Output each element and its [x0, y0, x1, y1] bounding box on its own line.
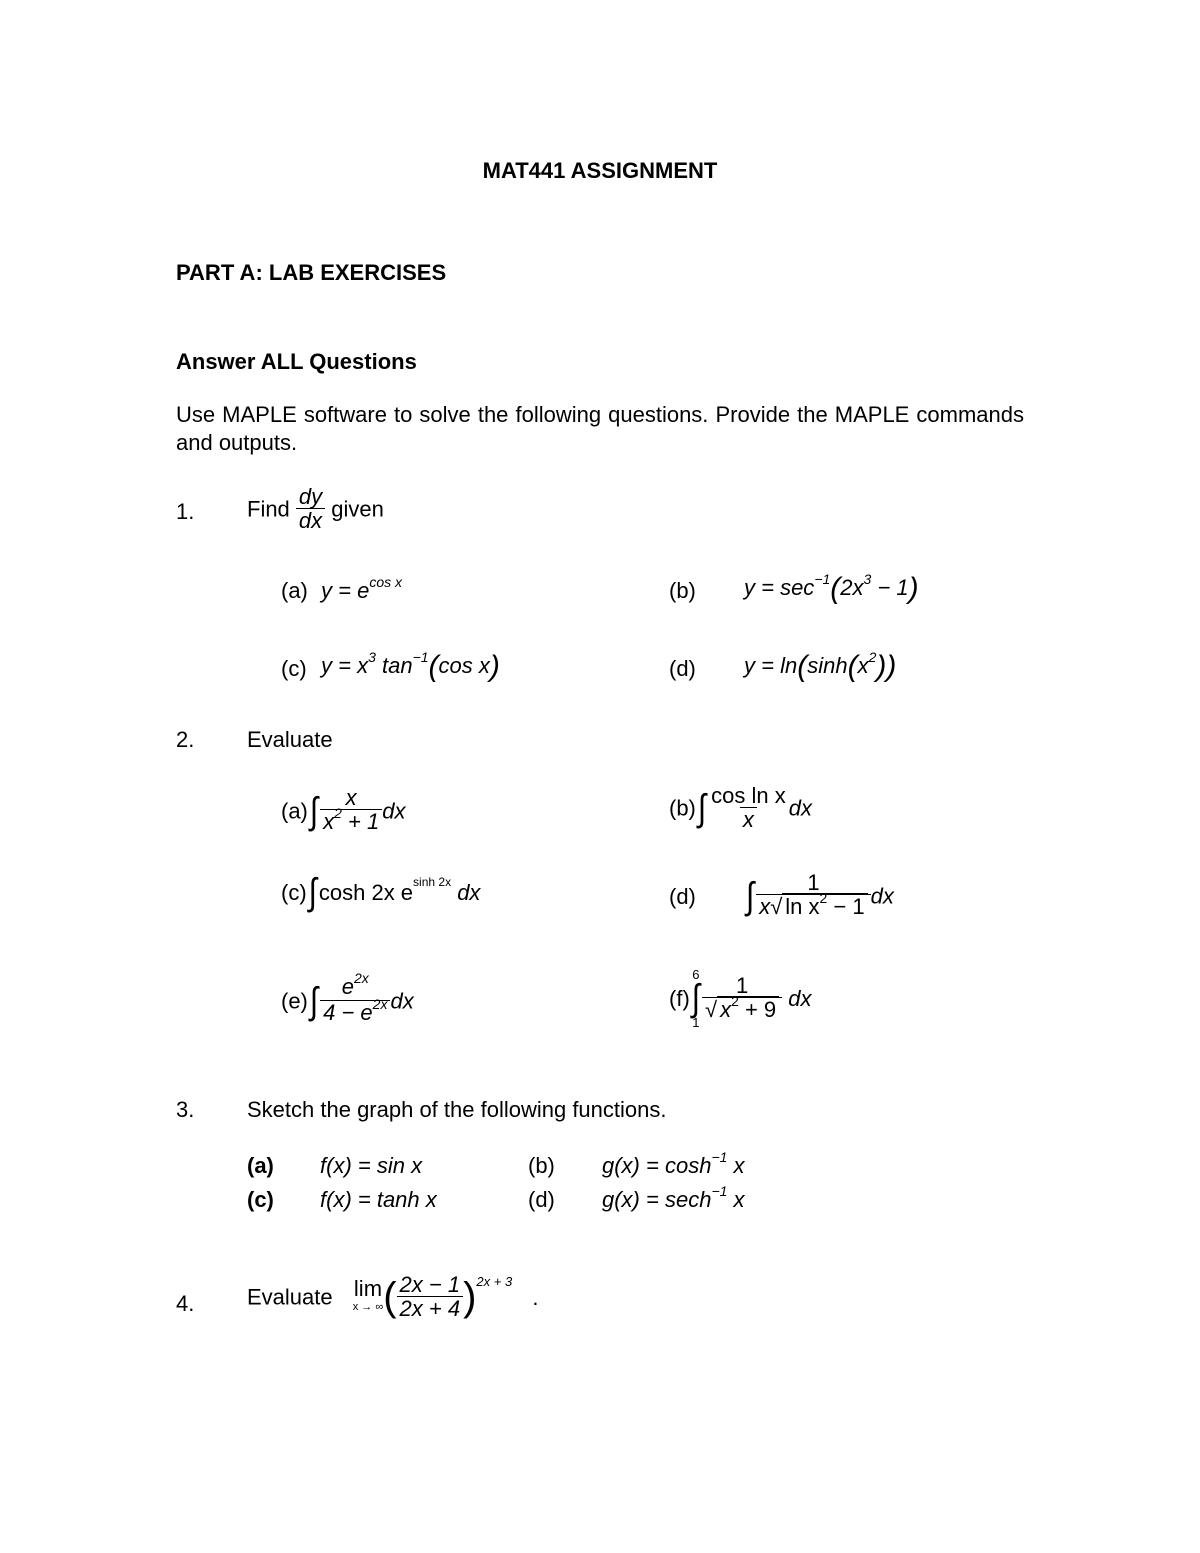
q3b-label: (b) — [528, 1153, 555, 1178]
q1a-label: (a) — [281, 578, 308, 603]
q4-limit — [352, 1275, 384, 1316]
q3b-expr — [602, 1149, 745, 1179]
q2c-exp: sinh 2x — [413, 875, 452, 889]
q1a-expr — [321, 574, 402, 604]
q3a-label: (a) — [247, 1153, 274, 1178]
q2d — [744, 872, 894, 921]
q2e-dx: dx — [390, 988, 414, 1014]
q1-dx: dx — [296, 508, 325, 533]
q2d-den-rad: ln x — [785, 894, 820, 919]
q2b-fraction — [708, 785, 789, 832]
q2e-den: 4 − e — [323, 1000, 373, 1025]
integral-sign: ∫ — [691, 977, 700, 1019]
q1b-label: (b) — [669, 578, 696, 603]
q1d-arg-exp: 2 — [868, 648, 877, 665]
integral-sign: ∫ — [746, 875, 755, 917]
q1b-expr: $y = \sec^{-1}(2x^3 - 1)$ — [744, 570, 919, 605]
integral-sign: ∫ — [308, 871, 317, 913]
page-title: MAT441 ASSIGNMENT — [482, 158, 718, 183]
q2c — [281, 871, 481, 913]
q2-heading: Evaluate — [247, 727, 333, 752]
q2a — [281, 787, 405, 836]
q4-num: 2x − 1 — [399, 1272, 461, 1297]
q4-expr: Evaluate lim x → ∞ ( $\frac{2x - 1}{2x + 4}$ )$^{2x + 3}$ . — [247, 1272, 539, 1321]
q3d-label: (d) — [528, 1187, 555, 1212]
q2e-label: (e) — [281, 988, 308, 1014]
q3b-tail: x — [727, 1153, 745, 1178]
q1d-fn: sinh — [807, 652, 848, 678]
q2d-den-tail: − 1 — [827, 894, 865, 919]
q1c-arg: cos x — [438, 652, 490, 678]
q2f-num: 1 — [735, 972, 749, 998]
q2d-label: (d) — [669, 884, 696, 909]
q2-number: 2. — [176, 727, 195, 752]
q4-number: 4. — [176, 1291, 195, 1316]
q1-heading — [247, 486, 384, 533]
q3a-expr: f(x) = sin x — [320, 1153, 423, 1178]
q2a-den-exp: 2 — [334, 805, 342, 821]
q2f — [669, 968, 812, 1030]
q2e-den-exp: 2x — [372, 996, 388, 1012]
q1b-tail: − 1 — [871, 574, 909, 600]
q2d-fraction: $\frac{1}{x√ \ln x^2 - 1}$ — [756, 872, 870, 921]
answer-heading: Answer ALL Questions — [176, 349, 417, 374]
q1b-exp: −1 — [814, 570, 831, 587]
instructions: Use MAPLE software to solve the following questions. Provide the MAPLE commands and outputs. — [176, 402, 1024, 455]
q2b-dx: dx — [788, 795, 812, 821]
q1-given: given — [331, 496, 384, 522]
q2a-den: x — [323, 809, 335, 834]
q2e-num-exp: 2x — [354, 970, 369, 986]
q2f-fraction: $\frac{1}{√ x^2 + 9}$ — [702, 975, 782, 1024]
q3d-expr — [602, 1183, 745, 1213]
q1b-arg: 2x — [840, 574, 864, 600]
q1c-expr: $y = x^3$ $\tan^{-1}(\cos$ x) — [321, 648, 500, 683]
q3c-label: (c) — [247, 1187, 274, 1212]
q1b-arg-exp: 3 — [863, 570, 872, 587]
q4-under: x → ∞ — [352, 1300, 384, 1313]
q1c-fn: tan — [375, 652, 413, 678]
q1-number: 1. — [176, 499, 195, 524]
integral-sign: ∫ — [697, 787, 707, 829]
q2f-den-rad-exp: 2 — [731, 992, 739, 1009]
q3d-fn: g(x) = sech — [602, 1187, 712, 1212]
q4-den: 2x + 4 — [397, 1296, 464, 1321]
q1d-expr: $y = \ln(\sinh(x^2))$ — [744, 648, 897, 683]
q4-heading: Evaluate — [247, 1284, 333, 1310]
q3b-fn: g(x) = cosh — [602, 1153, 712, 1178]
q2d-num: 1 — [807, 870, 820, 895]
q2c-body: cosh 2x e — [318, 880, 414, 905]
q1c-label: (c) — [281, 656, 307, 681]
q2a-label: (a) — [281, 798, 308, 824]
integral-sign: ∫ — [309, 790, 319, 832]
q4-exp: 2x + 3 — [476, 1274, 513, 1289]
q2e-num: e — [341, 974, 354, 999]
q2a-dx: dx — [382, 798, 406, 824]
q2c-dx: dx — [451, 880, 481, 905]
q2e — [281, 970, 414, 1027]
q1-derivative — [296, 486, 325, 533]
q2b — [669, 785, 812, 832]
q1d-label: (d) — [669, 656, 696, 681]
q2f-den-tail: + 9 — [738, 996, 777, 1022]
q1c-exp1: 3 — [368, 648, 376, 665]
q3b-exp: −1 — [711, 1149, 728, 1165]
q1c-exp2: −1 — [412, 648, 429, 665]
q2f-lower: 1 — [692, 1015, 700, 1030]
q4-lim: lim — [353, 1275, 383, 1301]
q1d-arg: x — [857, 652, 869, 678]
q1-find: Find — [247, 496, 290, 522]
q2d-dx: dx — [870, 883, 894, 909]
q2a-fraction — [320, 787, 382, 836]
q2b-num: cos ln x — [711, 783, 786, 808]
q4-fraction — [397, 1274, 464, 1321]
q1d-lhs: y = ln — [744, 652, 798, 678]
q2f-dx: dx — [782, 986, 812, 1011]
q3-heading: Sketch the graph of the following functions. — [247, 1097, 667, 1122]
q2b-label: (b) — [669, 795, 696, 821]
q1a-lhs: y = e — [321, 578, 370, 603]
integral-sign: ∫ — [309, 980, 319, 1022]
q2a-num: x — [345, 785, 357, 810]
q2d-den-rad-exp: 2 — [819, 890, 828, 906]
q4-tail: . — [532, 1284, 539, 1310]
q3d-tail: x — [727, 1187, 745, 1212]
q2e-fraction — [320, 970, 390, 1027]
q2f-label: (f) — [669, 986, 690, 1011]
q3-number: 3. — [176, 1097, 195, 1122]
q2f-limits — [690, 968, 702, 1030]
q1a-exp: cos x — [369, 574, 402, 590]
q2b-den: x — [740, 807, 757, 832]
q1b-lhs: y = sec — [744, 574, 815, 600]
part-heading: PART A: LAB EXERCISES — [176, 260, 447, 285]
q2f-upper: 6 — [692, 967, 700, 982]
q2a-den-tail: + 1 — [341, 809, 380, 834]
q3d-exp: −1 — [711, 1183, 728, 1199]
q2d-den-x: x — [759, 894, 771, 919]
q3c-expr: f(x) = tanh x — [320, 1187, 437, 1212]
q2c-label: (c) — [281, 880, 307, 905]
q2f-den-rad: x — [720, 996, 732, 1022]
q1-dy: dy — [298, 484, 323, 509]
q1c-lhs: y = x — [321, 652, 369, 678]
